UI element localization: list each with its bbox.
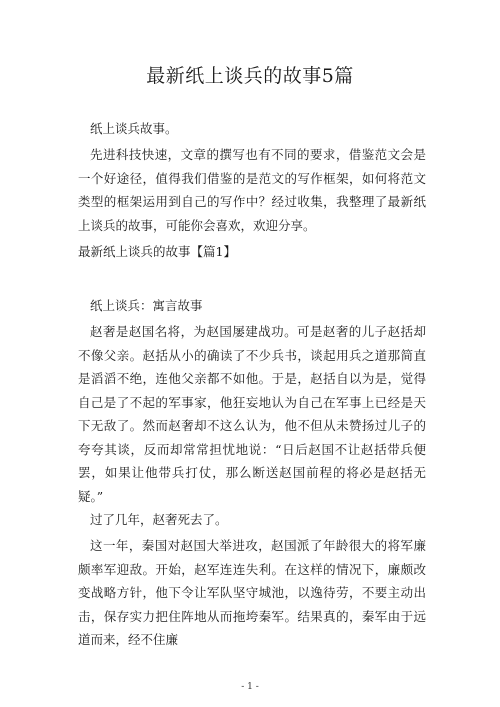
story-subtitle: 纸上谈兵：寓言故事 (90, 298, 203, 313)
page-number: - 1 - (241, 682, 259, 692)
paragraph-intro-heading: 纸上谈兵故事。 (90, 121, 178, 136)
document-title: 最新纸上谈兵的故事5篇 (146, 65, 354, 87)
paragraph-preface: 先进科技快速，文章的撰写也有不同的要求，借鉴范文会是一个好途径，值得我们借鉴的是范文的写作框架，如何将范文类型的框架运用到自己的写作中？经过收集，我整理了最新纸上谈兵的故事，可能你会喜欢，欢迎分享。 (78, 147, 426, 233)
paragraph-story-1: 赵奢是赵国名将，为赵国屡建战功。可是赵奢的儿子赵括却不像父亲。赵括从小的确读了不少兵书，谈起用兵之道那简直是滔滔不绝，连他父亲都不如他。于是，赵括自以为是，觉得自己是了不起的军事家，他狂妄地认为自己在军事上已经是天下无敌了。然而赵奢却不这么认为，他不但从未赞扬过儿子的夸夸其谈，反而却常常担忧地说：“日后赵国不让赵括带兵便罢，如果让他带兵打仗，那么断送赵国前程的将必是赵括无疑。” (78, 324, 426, 504)
paragraph-story-3: 这一年，秦国对赵国大举进攻，赵国派了年龄很大的将军廉颇率军迎敌。开始，赵军连连失利。在这样的情况下，廉颇改变战略方针，他下令让军队坚守城池，以逸待劳，不要主动出击，保存实力把住阵地从而拖垮秦军。结果真的，秦军由于远道而来，经不住廉 (78, 538, 426, 647)
section-heading-1: 最新纸上谈兵的故事【篇1】 (78, 244, 236, 259)
paragraph-story-2: 过了几年，赵奢死去了。 (90, 512, 228, 527)
